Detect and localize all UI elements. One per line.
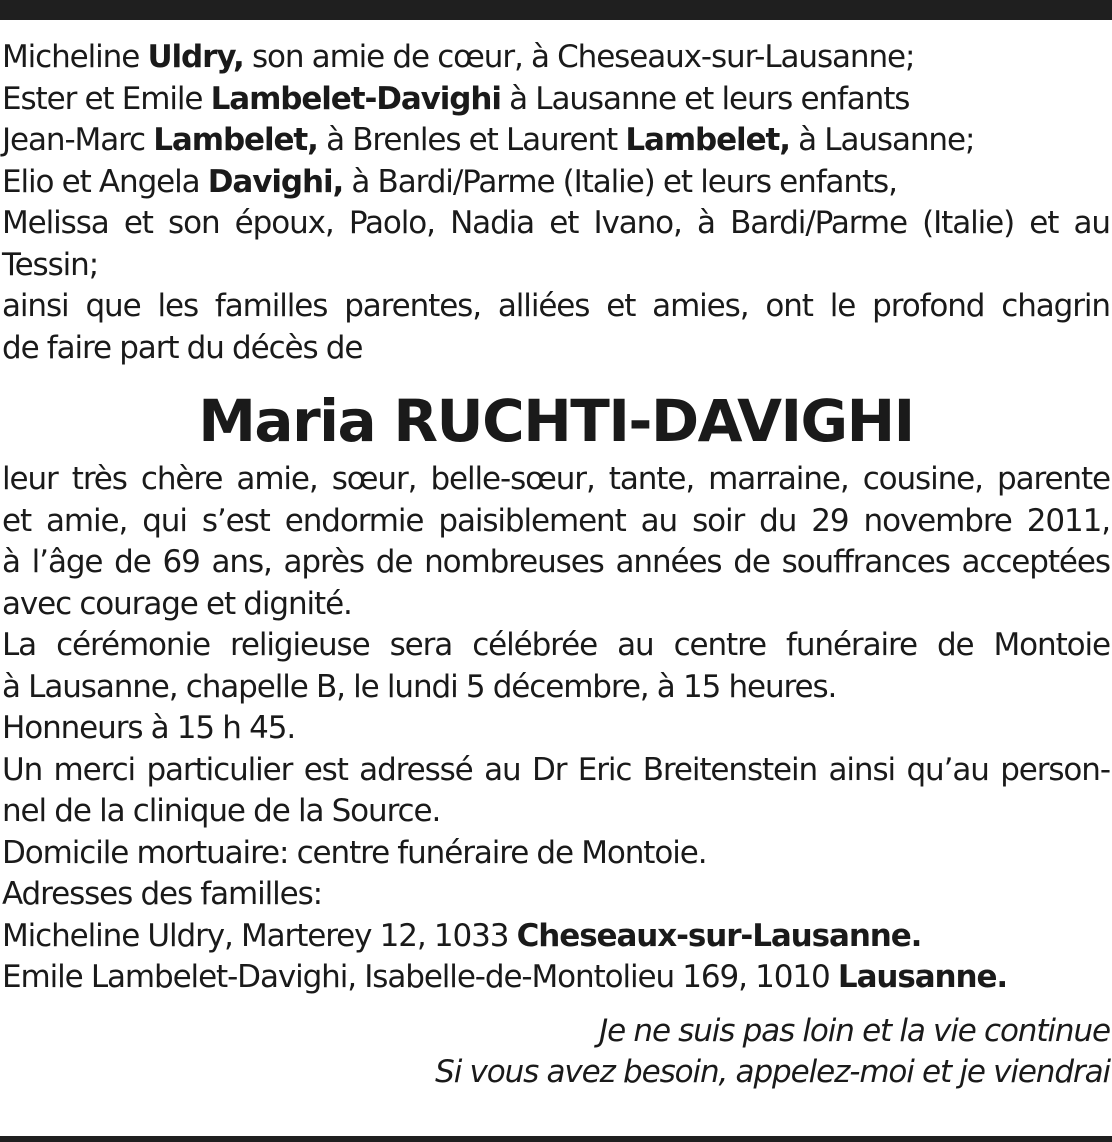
quote-line-1: Je ne suis pas loin et la vie continue: [599, 1012, 1110, 1049]
word: ainsi: [828, 751, 896, 788]
word: est: [303, 751, 348, 788]
word: Nadia: [450, 205, 535, 241]
word: person-: [1000, 751, 1110, 788]
family-line-tessin: Tessin;: [2, 246, 99, 283]
word: merci: [53, 751, 136, 788]
family-name: Davighi,: [207, 163, 344, 200]
word: profond: [872, 288, 985, 324]
closing-quote: [2, 1011, 1110, 1094]
word: qui: [142, 502, 187, 539]
family-text: à Brenles et Laurent: [317, 122, 626, 158]
word: parente: [997, 461, 1110, 497]
family-name: Uldry,: [147, 39, 244, 75]
word: le: [829, 288, 856, 324]
adresses-heading: Adresses des familles:: [2, 876, 323, 912]
word: nombreuses: [424, 544, 604, 580]
word: au: [640, 502, 678, 539]
ceremony-line: [2, 625, 1110, 667]
word: qu’au: [906, 751, 989, 788]
word: que: [85, 288, 141, 324]
word: cousine,: [862, 461, 983, 497]
word: (Italie): [922, 205, 1015, 241]
word: au: [617, 627, 654, 663]
word: Breitenstein: [642, 751, 818, 788]
word: chère: [140, 461, 223, 497]
word: adressé: [359, 751, 473, 788]
family-text: Elio et Angela: [2, 163, 208, 200]
tribute-line: avec courage et dignité.: [2, 585, 352, 622]
word: funéraire: [786, 627, 917, 663]
word: leur: [2, 461, 58, 497]
family-name: Lambelet-Davighi: [210, 80, 501, 117]
family-line-melissa: [2, 203, 1110, 245]
word: sœur,: [331, 461, 417, 497]
word: cérémonie: [56, 627, 210, 663]
word: à: [696, 205, 715, 241]
deces-line: de faire part du décès de: [2, 329, 363, 366]
word: 2011,: [1026, 502, 1110, 539]
tribute-line: [2, 501, 1110, 543]
word: ont: [765, 288, 813, 324]
word: Melissa: [2, 205, 109, 241]
address-locality: Lausanne.: [837, 959, 1008, 995]
word: et: [123, 205, 153, 241]
word: religieuse: [229, 627, 370, 663]
word: très: [71, 461, 127, 497]
word: Eric: [577, 751, 632, 788]
word: Un: [2, 751, 43, 788]
word: et: [2, 502, 32, 539]
word: La: [2, 627, 37, 663]
word: amies,: [652, 288, 749, 324]
word: de: [375, 544, 413, 580]
word: les: [157, 288, 198, 324]
word: ans,: [211, 544, 272, 580]
domicile-line: Domicile mortuaire: centre funéraire de Montoie.: [2, 834, 707, 871]
family-name: Lambelet,: [625, 122, 790, 158]
word: parentes,: [344, 288, 481, 324]
word: célébrée: [472, 627, 598, 663]
word: à: [2, 544, 20, 580]
family-text: son amie de cœur, à Cheseaux-sur-Lausanne;: [243, 39, 915, 75]
family-line-uldry: [2, 37, 1110, 79]
word: de: [733, 544, 770, 580]
word: s’est: [201, 502, 270, 539]
obituary-notice: [2, 37, 1110, 1094]
word: ainsi: [2, 288, 69, 324]
deceased-name: Maria RUCHTI-DAVIGHI: [198, 387, 914, 455]
word: et: [606, 288, 636, 324]
word: acceptées: [961, 544, 1110, 580]
word: centre: [673, 627, 767, 663]
address-locality: Cheseaux-sur-Lausanne.: [516, 917, 922, 954]
tribute-line: [2, 542, 1110, 584]
word: tante,: [608, 461, 695, 497]
word: sera: [389, 627, 453, 663]
word: l’âge: [31, 544, 103, 580]
word: de: [936, 627, 974, 663]
family-text: à Lausanne;: [789, 122, 975, 158]
address-lambelet: [2, 957, 1110, 999]
word: et: [1029, 205, 1059, 241]
merci-line: nel de la clinique de la Source.: [2, 793, 441, 829]
word: et: [549, 205, 579, 241]
word: après: [283, 544, 364, 580]
word: Montoie: [993, 627, 1110, 663]
word: Ivano,: [593, 205, 682, 241]
word: amie,: [46, 502, 128, 539]
top-rule: [0, 0, 1112, 20]
family-text: à Bardi/Parme (Italie) et leurs enfants,: [343, 163, 897, 200]
word: amie,: [236, 461, 318, 497]
word: alliées: [497, 288, 590, 324]
family-text: Jean-Marc: [2, 122, 154, 158]
word: Bardi/Parme: [730, 205, 907, 241]
word: chagrin: [1001, 288, 1110, 324]
family-text: à Lausanne et leurs enfants: [500, 80, 910, 117]
quote-line-2: Si vous avez besoin, appelez-moi et je viendrai: [435, 1054, 1110, 1090]
word: belle-sœur,: [430, 461, 595, 497]
family-name: Lambelet,: [153, 122, 318, 158]
word: familles: [214, 288, 328, 324]
word: de: [114, 544, 151, 580]
ainsi-line: [2, 286, 1110, 328]
word: du: [759, 502, 797, 539]
word: soir: [692, 502, 745, 539]
address-text: Micheline Uldry, Marterey 12, 1033: [2, 917, 517, 954]
word: 29: [811, 502, 849, 539]
word: endormie: [284, 502, 424, 539]
word: années: [615, 544, 722, 580]
word: marraine,: [708, 461, 849, 497]
family-text: Micheline: [2, 39, 148, 75]
merci-line: [2, 750, 1110, 792]
word: son: [168, 205, 220, 241]
family-text: Ester et Emile: [2, 80, 211, 117]
honneurs-line: Honneurs à 15 h 45.: [2, 710, 296, 746]
address-uldry: [2, 916, 1110, 958]
tribute-line: [2, 459, 1110, 501]
word: 69: [162, 544, 200, 580]
address-text: Emile Lambelet-Davighi, Isabelle-de-Montolieu 169, 1010: [2, 959, 838, 995]
word: au: [484, 751, 521, 788]
word: souffrances: [781, 544, 950, 580]
bottom-rule: [0, 1136, 1112, 1142]
word: au: [1073, 205, 1110, 241]
family-line-lambelet-davighi: [2, 79, 1110, 121]
word: particulier: [146, 751, 293, 788]
word: Paolo,: [348, 205, 435, 241]
word: paisiblement: [438, 502, 626, 539]
word: novembre: [863, 502, 1012, 539]
word: Dr: [531, 751, 567, 788]
ceremony-line: à Lausanne, chapelle B, le lundi 5 décembre, à 15 heures.: [2, 668, 837, 705]
family-line-lambelet: [2, 120, 1110, 162]
word: époux,: [234, 205, 334, 241]
family-line-davighi: [2, 162, 1110, 204]
